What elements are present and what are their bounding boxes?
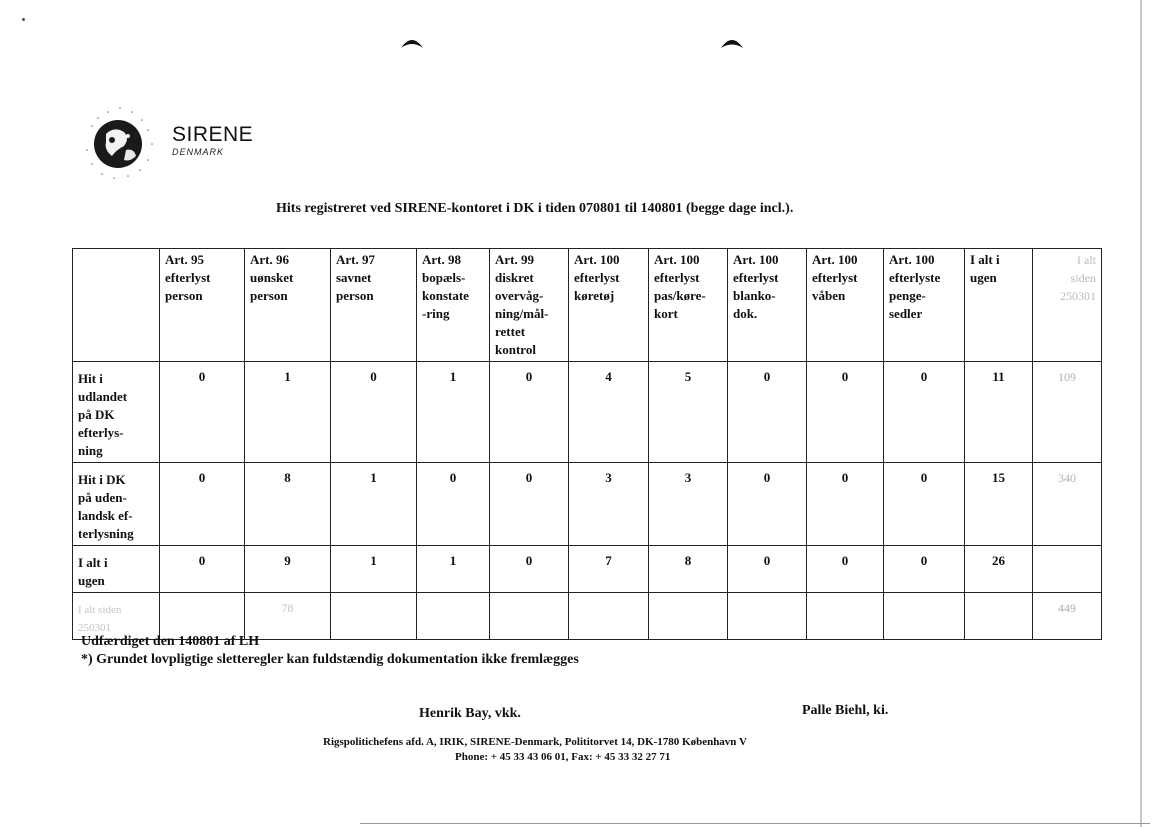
column-header-line: overvåg-: [495, 288, 544, 303]
column-header-line: efterlyste: [889, 270, 941, 285]
footer-contact: Phone: + 45 33 43 06 01, Fax: + 45 33 32 27 71: [455, 751, 671, 763]
table-cell: 0: [807, 546, 884, 593]
table-cell: 0: [331, 362, 417, 463]
document-title: Hits registreret ved SIRENE-kontoret i DK i tiden 070801 til 140801 (begge dage incl.).: [276, 201, 794, 216]
table-cell: [569, 593, 649, 640]
table-cell: 0: [884, 362, 965, 463]
column-header-line: Art. 95: [165, 252, 204, 267]
column-header-line: ugen: [970, 270, 997, 285]
column-header-line: blanko-: [733, 288, 776, 303]
column-header-line: våben: [812, 288, 846, 303]
column-header-line: Art. 100: [574, 252, 620, 267]
table-cell: 15: [965, 463, 1033, 546]
column-header-line: Art. 97: [336, 252, 375, 267]
column-header-line: person: [336, 288, 374, 303]
scan-speck: [22, 18, 25, 21]
column-header-line: Art. 100: [812, 252, 858, 267]
table-cell: 26: [965, 546, 1033, 593]
row-label-line: ugen: [78, 573, 105, 588]
row-label-line: Hit i DK: [78, 472, 126, 487]
table-row: [73, 546, 1102, 593]
row-label-line: I alt siden: [78, 604, 122, 616]
row-label-line: ning: [78, 443, 103, 458]
column-header-line: kort: [654, 306, 678, 321]
column-header: [417, 249, 490, 362]
column-header: [649, 249, 728, 362]
row-label-line: udlandet: [78, 389, 128, 404]
column-header-line: Art. 98: [422, 252, 461, 267]
logo-subtitle: [87, 147, 224, 157]
row-label: [73, 463, 160, 546]
row-label-line: Hit i: [78, 371, 103, 386]
column-header-line: kontrol: [495, 342, 536, 357]
table-cell: 109: [1033, 362, 1102, 463]
column-header-line: efterlyst: [812, 270, 858, 285]
column-header-line: efterlyst: [654, 270, 700, 285]
table-cell: 7: [569, 546, 649, 593]
column-header-line: pas/køre-: [654, 288, 706, 303]
table-cell: [1033, 546, 1102, 593]
column-header: [965, 249, 1033, 362]
column-header: [728, 249, 807, 362]
row-label-line: på uden-: [78, 490, 127, 505]
table-cell: 0: [160, 362, 245, 463]
column-header-line: person: [165, 288, 203, 303]
column-header-line: I alt: [1077, 253, 1096, 267]
column-header-line: ning/mål-: [495, 306, 549, 321]
table-cell: [331, 593, 417, 640]
table-cell: 1: [245, 362, 331, 463]
table-cell: 1: [331, 546, 417, 593]
table-cell: 0: [807, 463, 884, 546]
table-cell: 8: [245, 463, 331, 546]
row-label-line: terlysning: [78, 526, 134, 541]
table-row: [73, 593, 1102, 640]
column-header-line: efterlyst: [733, 270, 779, 285]
table-cell: 0: [884, 463, 965, 546]
column-header-line: Art. 100: [654, 252, 700, 267]
column-header: [569, 249, 649, 362]
column-header-line: savnet: [336, 270, 372, 285]
table-cell: 0: [160, 463, 245, 546]
prepared-note: Udfærdiget den 140801 af LH: [81, 634, 260, 649]
table-cell: 340: [1033, 463, 1102, 546]
table-row: [73, 463, 1102, 546]
table-cell: 0: [884, 546, 965, 593]
table-cell: 449: [1033, 593, 1102, 640]
table-cell: [728, 593, 807, 640]
column-header-line: sedler: [889, 306, 923, 321]
logo-wordmark: [84, 123, 253, 147]
column-header-line: Art. 100: [889, 252, 935, 267]
column-header: [331, 249, 417, 362]
scan-edge-line: [1140, 0, 1142, 827]
hits-table: [72, 248, 1102, 640]
table-cell: 4: [569, 362, 649, 463]
table-cell: 3: [569, 463, 649, 546]
table-cell: 0: [728, 546, 807, 593]
column-header-line: diskret: [495, 270, 534, 285]
row-label-line: 250301: [78, 622, 111, 634]
table-cell: 0: [728, 362, 807, 463]
column-header-line: rettet: [495, 324, 526, 339]
column-header: [807, 249, 884, 362]
column-header-line: efterlyst: [574, 270, 620, 285]
table-cell: [965, 593, 1033, 640]
table-cell: 0: [160, 546, 245, 593]
row-label: [73, 593, 160, 640]
table-cell: [884, 593, 965, 640]
table-cell: 5: [649, 362, 728, 463]
column-header-line: penge-: [889, 288, 926, 303]
column-header-line: 250301: [1060, 289, 1096, 303]
table-cell: 0: [490, 546, 569, 593]
table-cell: 0: [490, 362, 569, 463]
table-cell: [160, 593, 245, 640]
column-header-line: efterlyst: [165, 270, 211, 285]
table-cell: 9: [245, 546, 331, 593]
table-cell: [649, 593, 728, 640]
table-cell: 0: [490, 463, 569, 546]
table-cell: 1: [417, 362, 490, 463]
row-label: [73, 546, 160, 593]
logo-sub-text: DENMARK: [172, 147, 225, 157]
column-header-line: siden: [1070, 271, 1096, 285]
signature-right: Palle Biehl, ki.: [802, 703, 889, 718]
column-header-line: køretøj: [574, 288, 615, 303]
table-cell: 8: [649, 546, 728, 593]
table-row: [73, 362, 1102, 463]
table-cell: 0: [728, 463, 807, 546]
column-header: [1033, 249, 1102, 362]
column-header: [245, 249, 331, 362]
column-header-line: uønsket: [250, 270, 294, 285]
row-label-line: efterlys-: [78, 425, 124, 440]
table-cell: 78: [245, 593, 331, 640]
table-cell: 1: [417, 546, 490, 593]
table-cell: [417, 593, 490, 640]
column-header-line: Art. 96: [250, 252, 289, 267]
row-label-line: på DK: [78, 407, 115, 422]
column-header: [884, 249, 965, 362]
documentation-footnote: *) Grundet lovpligtige sletteregler kan fuldstændig dokumentation ikke fremlægges: [81, 652, 579, 667]
punch-hole-mark: [400, 35, 424, 49]
column-header-line: Art. 99: [495, 252, 534, 267]
column-header-line: -ring: [422, 306, 450, 321]
column-header-line: Art. 100: [733, 252, 779, 267]
column-header-line: konstate: [422, 288, 469, 303]
signature-left: Henrik Bay, vkk.: [419, 706, 521, 721]
column-header-line: dok.: [733, 306, 758, 321]
footer-address: Rigspolitichefens afd. A, IRIK, SIRENE-Denmark, Polititorvet 14, DK-1780 København V: [323, 736, 747, 748]
table-cell: [490, 593, 569, 640]
column-header: [490, 249, 569, 362]
column-header: [160, 249, 245, 362]
table-cell: 11: [965, 362, 1033, 463]
scan-bottom-line: [360, 823, 1150, 824]
table-cell: [807, 593, 884, 640]
row-label-line: landsk ef-: [78, 508, 133, 523]
punch-hole-mark: [720, 35, 744, 49]
logo-name: SIRENE: [172, 123, 254, 146]
table-header-row: [73, 249, 1102, 362]
hits-table-body: [73, 249, 1102, 640]
table-corner-cell: [73, 249, 160, 362]
row-label: [73, 362, 160, 463]
column-header-line: I alt i: [970, 252, 1000, 267]
column-header-line: person: [250, 288, 288, 303]
table-cell: 3: [649, 463, 728, 546]
table-cell: 0: [417, 463, 490, 546]
table-cell: 0: [807, 362, 884, 463]
row-label-line: I alt i: [78, 555, 108, 570]
column-header-line: bopæls-: [422, 270, 466, 285]
table-cell: 1: [331, 463, 417, 546]
